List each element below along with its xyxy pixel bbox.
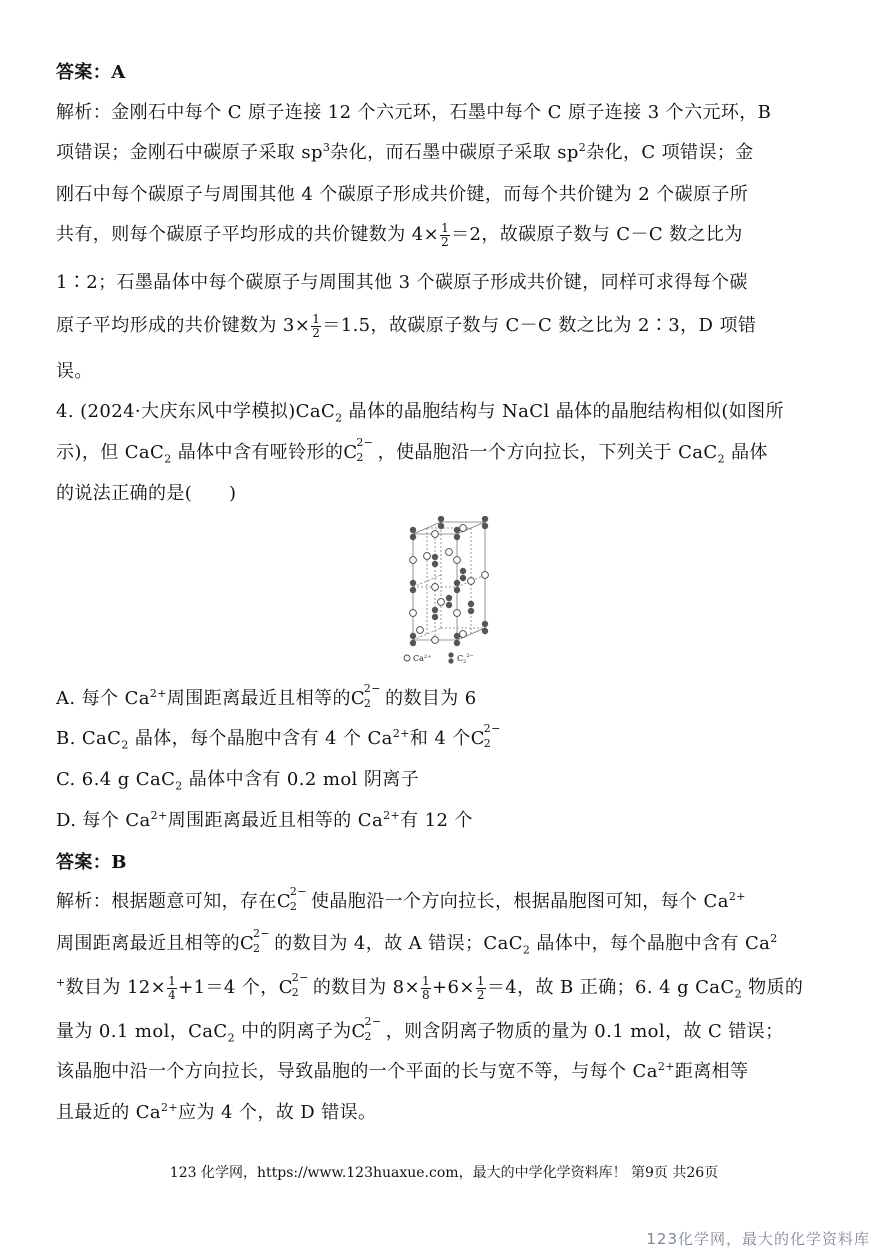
legend-c2-label: $C_2^{2-}$ <box>457 653 474 665</box>
fraction-half: $\frac{1}{2}$ <box>476 973 485 1002</box>
fraction-half: $\frac{1}{2}$ <box>312 311 321 340</box>
analysis-1-line-3: 刚石中每个碳原子与周围其他 4 个碳原子形成共价键，而每个共价键为 2 个碳原子所 <box>56 184 749 205</box>
fraction-eighth: $\frac{1}{8}$ <box>421 973 430 1002</box>
c2-ion: C 2− 2 <box>276 885 307 913</box>
c2-ion: C 2− 2 <box>343 436 374 464</box>
legend-c2-marker <box>448 652 453 657</box>
analysis-1-line-2: 项错误；金刚石中碳原子采取 $sp^3$杂化，而石墨中碳原子采取 $sp^2$杂化，C 项错误；金 <box>56 141 754 163</box>
option-d: D. 每个 $Ca^{2+}$周围距离最近且相等的 $Ca^{2+}$有 12 个 <box>56 809 473 831</box>
c2-ion: C 2− 2 <box>240 927 271 955</box>
analysis-1-line-5: 1∶2；石墨晶体中每个碳原子与周围其他 3 个碳原子形成共价键，同样可求得每个碳 <box>56 272 748 293</box>
answer-1: 答案：A <box>56 62 126 83</box>
question-line-3: 的说法正确的是( ) <box>56 483 237 504</box>
option-b: B. CaC$_2$ 晶体，每个晶胞中含有 4 个 $Ca^{2+}$和 4 个C 2− 2 <box>56 724 505 752</box>
page-footer: 123 化学网，https://www.123huaxue.com，最大的中学化学资料库！ 第9页 共26页 <box>169 1165 719 1181</box>
fraction-quarter: $\frac{1}{4}$ <box>168 973 177 1002</box>
legend-ca-marker <box>404 655 410 661</box>
analysis-2-line-4: 量为 0.1 mol，CaC$_2$ 中的阴离子为C 2− 2 ，则含阴离子物质的量为 0.1 mol，故 C 错误； <box>56 1015 784 1045</box>
analysis-1-line-6: 原子平均形成的共价键数为 3× $\frac{1}{2}$ ＝1.5，故碳原子数与 C－C 数之比为 2∶3，D 项错 <box>56 311 757 340</box>
c2-ion: C 2− 2 <box>351 1015 382 1043</box>
fraction-half: $\frac{1}{2}$ <box>441 220 450 249</box>
analysis-1-line-1: 解析：金刚石中每个 C 原子连接 12 个六元环，石墨中每个 C 原子连接 3 个六元环，B <box>56 102 772 123</box>
question-line-2: 示)，但 CaC$_2$ 晶体中含有哑铃形的C 2− 2 ，使晶胞沿一个方向拉长，下列关于 CaC$_2$ 晶体 <box>56 436 768 466</box>
cac2-unit-cell-figure <box>395 516 495 668</box>
analysis-2-line-1: 解析：根据题意可知，存在C 2− 2 使晶胞沿一个方向拉长，根据晶胞图可知，每个 $Ca^{2+}$ <box>56 885 746 913</box>
analysis-2-line-2: 周围距离最近且相等的C 2− 2 的数目为 4，故 A 错误；CaC$_2$ 晶体中，每个晶胞中含有 Ca$^2$ <box>56 927 778 957</box>
c2-ion: C 2− 2 <box>278 971 309 999</box>
analysis-2-line-5: 该晶胞中沿一个方向拉长，导致晶胞的一个平面的长与宽不等，与每个 $Ca^{2+}$距离相等 <box>56 1060 749 1082</box>
watermark: 123化学网，最大的化学资料库 <box>646 1230 870 1248</box>
question-line-1: 4. (2024·大庆东风中学模拟)CaC$_2$ 晶体的晶胞结构与 NaCl 晶体的晶胞结构相似(如图所 <box>56 401 784 425</box>
option-c: C. 6.4 g CaC$_2$ 晶体中含有 0.2 mol 阴离子 <box>56 769 420 793</box>
answer-2: 答案：B <box>56 852 127 873</box>
analysis-2-line-3: +数目为 12× $\frac{1}{4}$ +1＝4 个，C 2− 2 的数目为 8× $\frac{1}{8}$ +6× $\frac{1}{2}$ ＝4，故 B 正确；6. 4 g CaC$_2$ 物质的 <box>56 971 804 1002</box>
c2-ion: C 2− 2 <box>350 682 381 710</box>
c2-ion: C 2− 2 <box>470 722 501 750</box>
legend-ca-label: $Ca^{2+}$ <box>413 654 432 663</box>
analysis-2-line-6: 且最近的 $Ca^{2+}$应为 4 个，故 D 错误。 <box>56 1101 377 1123</box>
analysis-1-line-7: 误。 <box>56 361 93 382</box>
ca-ions <box>410 525 489 644</box>
option-a: A. 每个 $Ca^{2+}$周围距离最近且相等的C 2− 2 的数目为 6 <box>56 682 477 710</box>
analysis-1-line-4: 共有，则每个碳原子平均形成的共价键数为 4× $\frac{1}{2}$ ＝2，故碳原子数与 C－C 数之比为 <box>56 220 743 249</box>
